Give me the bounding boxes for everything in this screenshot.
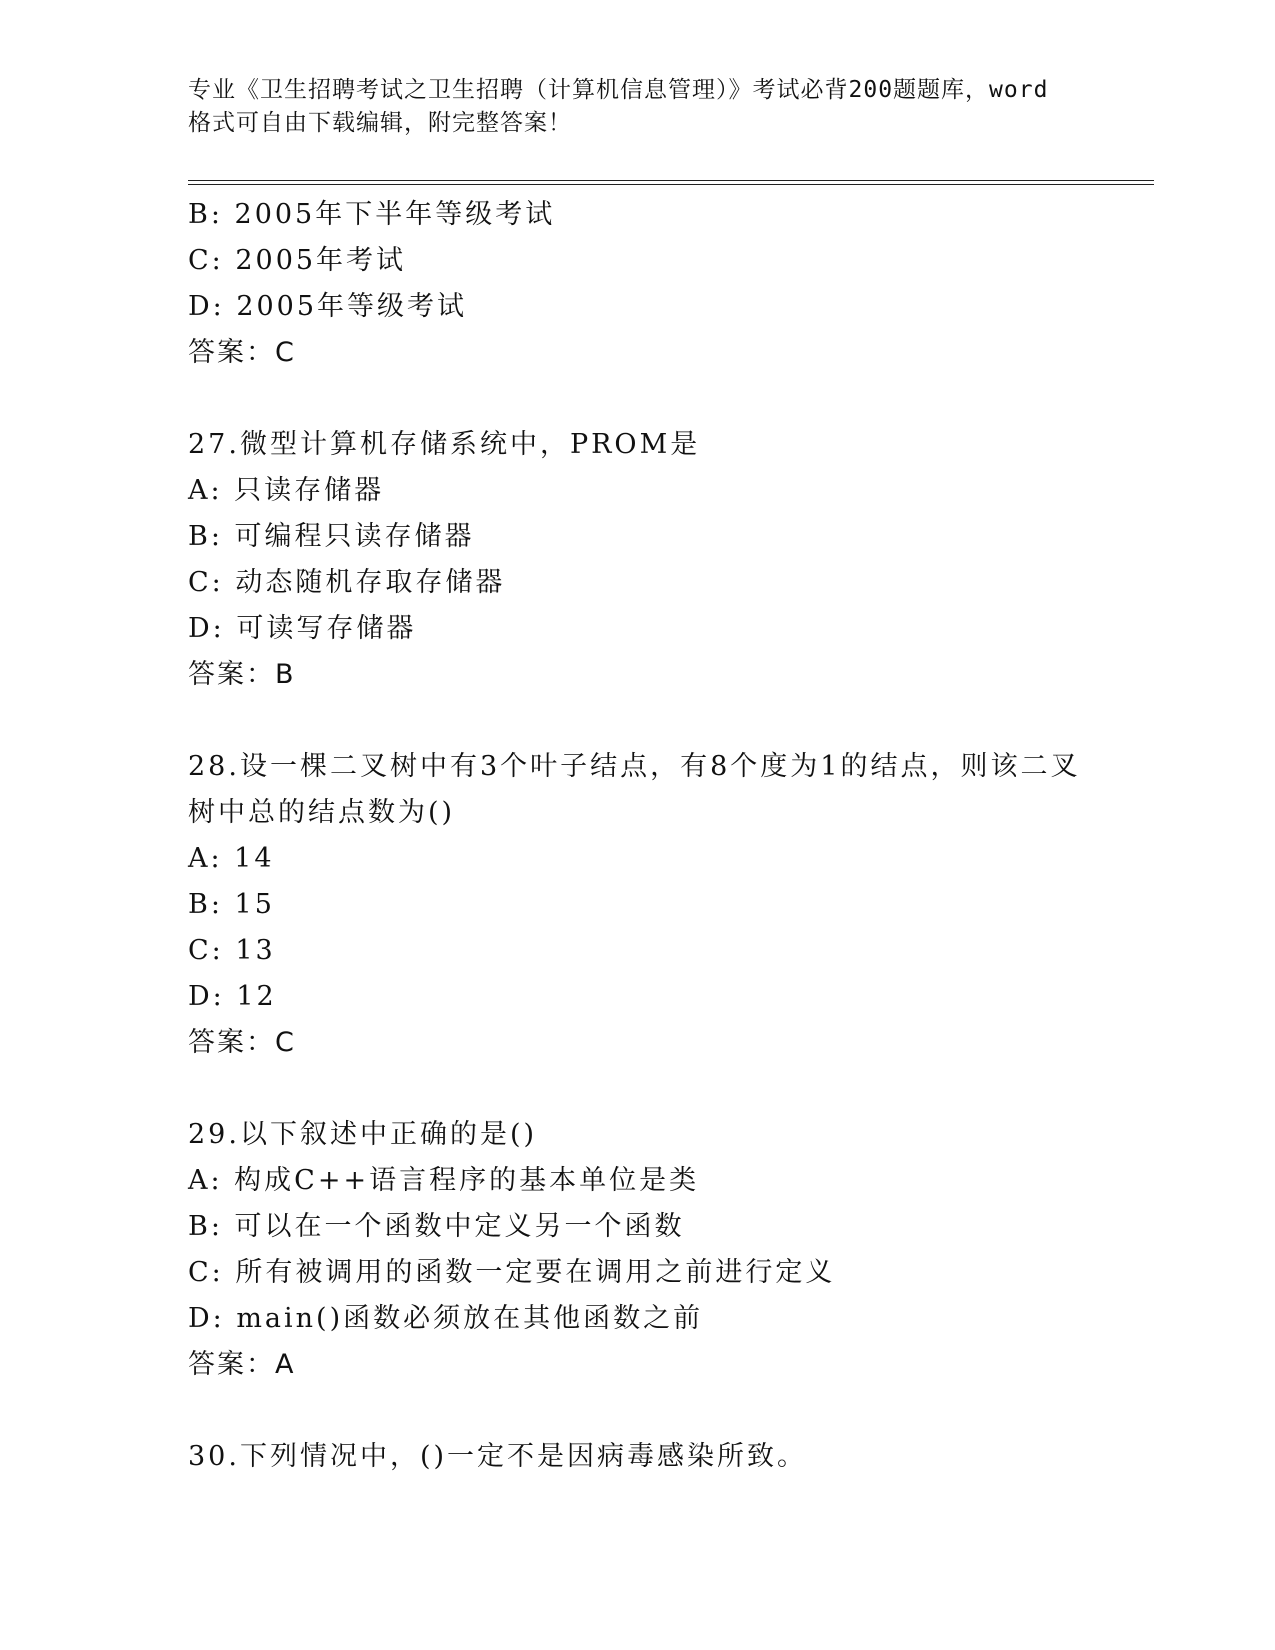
option-c: C: 2005年考试 [188, 245, 407, 276]
question-28 [188, 744, 1128, 1066]
spacer [188, 376, 1128, 422]
spacer [188, 698, 1128, 744]
question-stem-line-2: 树中总的结点数为() [188, 797, 456, 828]
option-a: A: 只读存储器 [188, 475, 385, 506]
question-30 [188, 1434, 1128, 1480]
question-29 [188, 1112, 1128, 1388]
option-b: B: 可以在一个函数中定义另一个函数 [188, 1211, 685, 1242]
answer-line: 答案：A [188, 1349, 296, 1380]
option-d: D: 12 [188, 981, 277, 1012]
option-b: B: 可编程只读存储器 [188, 521, 475, 552]
option-c: C: 所有被调用的函数一定要在调用之前进行定义 [188, 1257, 836, 1288]
option-a: A: 构成C++语言程序的基本单位是类 [188, 1165, 700, 1196]
question-26-continued [188, 192, 1128, 376]
question-stem: 27.微型计算机存储系统中，PROM是 [188, 429, 701, 460]
option-b: B: 2005年下半年等级考试 [188, 199, 556, 230]
header-divider-bottom [188, 184, 1154, 185]
question-stem: 29.以下叙述中正确的是() [188, 1119, 538, 1150]
question-stem: 30.下列情况中，()一定不是因病毒感染所致。 [188, 1441, 808, 1472]
header-line-1: 专业《卫生招聘考试之卫生招聘（计算机信息管理）》考试必背200题题库，word [188, 77, 1049, 103]
answer-line: 答案：C [188, 1027, 296, 1058]
option-c: C: 动态随机存取存储器 [188, 567, 506, 598]
option-d: D: 2005年等级考试 [188, 291, 468, 322]
spacer [188, 1066, 1128, 1112]
spacer [188, 1388, 1128, 1434]
option-c: C: 13 [188, 935, 276, 966]
question-content [188, 192, 1128, 1480]
question-27 [188, 422, 1128, 698]
option-d: D: 可读写存储器 [188, 613, 417, 644]
answer-line: 答案：B [188, 659, 296, 690]
answer-line: 答案：C [188, 337, 296, 368]
header-line-2: 格式可自由下载编辑，附完整答案！ [188, 110, 572, 136]
header-divider-top [188, 180, 1154, 181]
option-a: A: 14 [188, 843, 275, 874]
option-b: B: 15 [188, 889, 275, 920]
question-stem-line-1: 28.设一棵二叉树中有3个叶子结点，有8个度为1的结点，则该二叉 [188, 751, 1081, 782]
document-header [188, 74, 1088, 140]
option-d: D: main()函数必须放在其他函数之前 [188, 1303, 704, 1334]
